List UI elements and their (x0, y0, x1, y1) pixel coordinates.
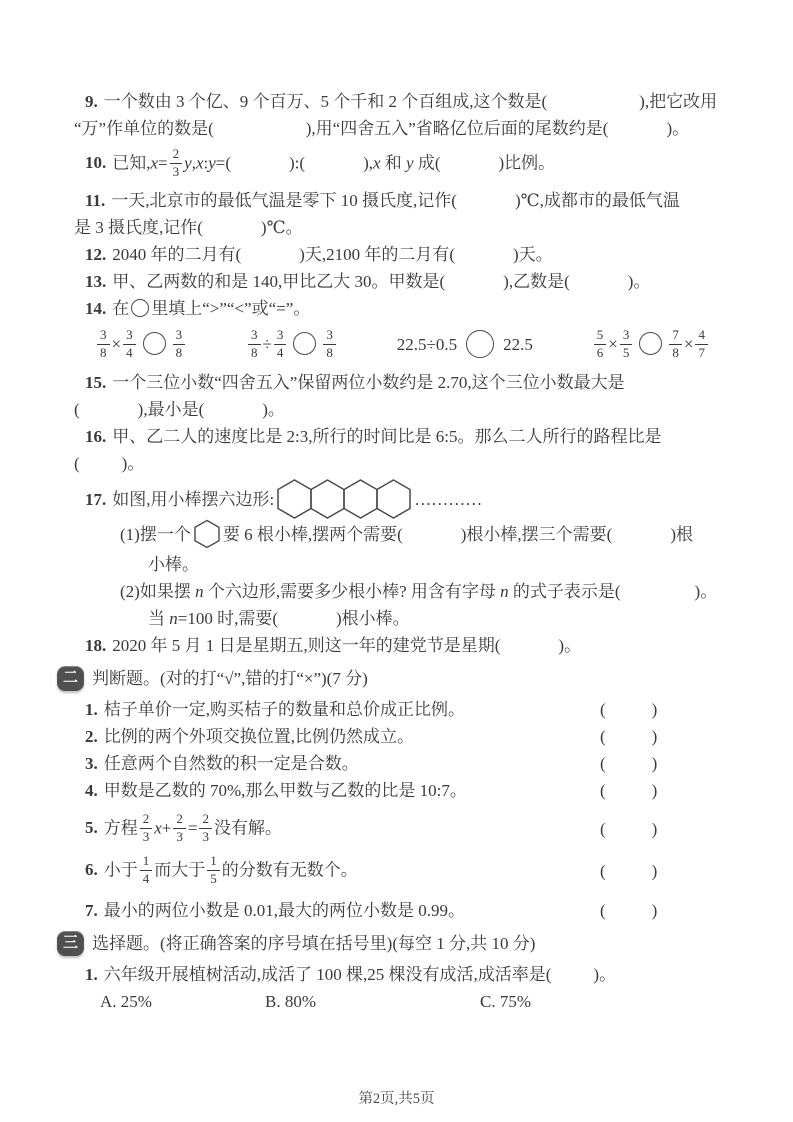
question-16 (85, 423, 738, 450)
variable-n: n (500, 581, 509, 601)
section-3-badge-icon: 三 (57, 931, 84, 956)
judge-item-3 (85, 750, 738, 777)
question-17 (85, 481, 738, 521)
item-text: 比例的两个外项交换位置,比例仍然成立。 (103, 726, 414, 746)
question-text: )。 (694, 581, 718, 601)
answer-blank (80, 414, 138, 415)
decimal-value: 22.5 (503, 334, 533, 354)
question-10 (85, 148, 738, 181)
question-text: 小棒。 (148, 554, 199, 574)
question-text: 摆一个 (139, 524, 191, 544)
question-text: , (191, 153, 196, 173)
fraction: $\frac{1}{4}$ (140, 854, 153, 887)
paren-close: ) (651, 861, 658, 881)
question-text: 当 (148, 608, 170, 628)
question-text: ),用“四舍五入”省略亿位后面的尾数约是( (305, 119, 609, 138)
question-text: ), (363, 153, 373, 173)
answer-blank (570, 286, 628, 287)
expression-3 (397, 331, 533, 360)
question-text: 成( (413, 153, 441, 173)
question-text: )。 (121, 453, 145, 473)
question-text: )根 (670, 524, 693, 544)
item-text: 任意两个自然数的积一定是合数。 (103, 753, 359, 773)
operator: ÷ (262, 334, 272, 354)
question-9-line2 (74, 115, 738, 142)
paren-close: ) (651, 780, 658, 800)
question-number: 11. (85, 190, 106, 210)
ellipsis-dots: ………… (414, 489, 483, 509)
question-15-line2 (74, 396, 738, 423)
sub-number: (1) (120, 524, 140, 544)
choice-question-1 (85, 961, 738, 988)
judge-parens (600, 897, 657, 924)
section-2-header (57, 665, 738, 692)
answer-blank (241, 259, 299, 260)
fraction: $\frac{1}{5}$ (207, 854, 220, 887)
question-text: )。 (262, 399, 285, 419)
question-text: 2020 年 5 月 1 日是星期五,则这一年的建党节是星期( (112, 635, 501, 655)
paren-close: ) (651, 699, 658, 719)
question-text: 里填上“>”“<”或“=”。 (151, 298, 311, 318)
paren-close: ) (651, 819, 658, 839)
question-number: 12. (85, 244, 107, 264)
question-text: 甲、乙二人的速度比是 2:3,所行的时间比是 6:5。那么二人所行的路程比是 (112, 426, 662, 446)
question-12 (85, 241, 738, 268)
decimal-expression: 22.5÷0.5 (396, 334, 458, 354)
question-17-sub2-line2 (148, 605, 738, 632)
answer-blank (214, 133, 306, 134)
operator: × (608, 334, 618, 354)
item-text: 小于 (103, 860, 138, 880)
comparison-expressions (95, 326, 738, 362)
answer-blank (608, 133, 666, 134)
paren-close: ) (651, 900, 658, 920)
choice-options (100, 988, 738, 1015)
question-14 (85, 295, 738, 322)
answer-blank (80, 468, 122, 469)
operator: + (161, 818, 172, 838)
fraction: $\frac{3}{8}$ (248, 328, 261, 361)
variable-y: y (406, 153, 414, 173)
variable-n: n (195, 581, 204, 601)
question-number: 9. (85, 92, 98, 111)
question-text: )。 (593, 964, 617, 984)
section-3-header (57, 930, 738, 957)
item-number: 2. (85, 726, 98, 746)
question-text: ),乙数是( (503, 271, 570, 291)
section-3-title: 选择题。(将正确答案的序号填在括号里)(每空 1 分,共 10 分) (92, 933, 536, 953)
question-text: 2040 年的二月有( (112, 244, 242, 264)
sub-number: (2) (120, 581, 140, 601)
item-number: 5. (85, 818, 98, 838)
item-text: 方程 (103, 818, 138, 838)
choice-option-b: B. 80% (265, 991, 316, 1011)
question-text: 一个三位小数“四舍五入”保留两位小数约是 2.70,这个三位小数最大是 (112, 372, 625, 392)
answer-blank (305, 167, 363, 168)
question-text: 已知, (112, 153, 151, 173)
fraction: $\frac{3}{8}$ (97, 328, 110, 361)
hexagon-chain-figure (277, 479, 411, 519)
question-text: =( (215, 153, 232, 173)
comparison-circle (293, 332, 316, 355)
judge-item-7 (85, 897, 738, 924)
question-11 (85, 187, 738, 214)
question-11-line2 (74, 214, 738, 241)
paren-open: ( (600, 900, 606, 920)
answer-blank (455, 259, 513, 260)
question-text: 如果摆 (139, 581, 196, 601)
item-text: 甲数是乙数的 70%,那么甲数与乙数的比是 10:7。 (103, 780, 467, 800)
hexagon-icon (194, 519, 220, 549)
operator: × (683, 334, 694, 354)
answer-blank (621, 596, 695, 597)
paren-open: ( (600, 861, 606, 881)
fraction: $\frac{3}{8}$ (173, 328, 186, 361)
paren-open: ( (600, 819, 606, 839)
question-text: )。 (627, 271, 651, 291)
item-text: 没有解。 (213, 818, 282, 838)
judge-item-4 (85, 777, 738, 804)
answer-blank (551, 979, 593, 980)
question-text: 要 6 根小棒,摆两个需要( (222, 524, 403, 544)
question-17-sub1 (120, 521, 738, 551)
question-13 (85, 268, 738, 295)
question-text: “万”作单位的数是( (74, 119, 214, 138)
paren-close: ) (651, 753, 658, 773)
item-text: 而大于 (154, 860, 206, 880)
answer-blank (500, 650, 558, 651)
page-footer: 第2页,共5页 (358, 1091, 435, 1107)
question-number: 17. (85, 489, 107, 509)
question-text: ),把它改用 (639, 92, 718, 111)
variable-x: x (154, 818, 162, 838)
question-text: )天。 (513, 244, 553, 264)
item-number: 3. (85, 753, 98, 773)
question-number: 16. (85, 426, 107, 446)
answer-blank (457, 205, 515, 206)
section-2-badge-icon: 二 (57, 666, 84, 691)
question-text: 是 3 摄氏度,记作( (74, 217, 203, 237)
question-text: )比例。 (498, 153, 556, 173)
answer-blank (204, 414, 262, 415)
question-text: 甲、乙两数的和是 140,甲比乙大 30。甲数是( (112, 271, 446, 291)
paren-open: ( (600, 726, 606, 746)
question-16-line2 (74, 450, 738, 477)
operator: × (111, 334, 122, 354)
judge-parens (600, 696, 657, 723)
fraction: $\frac{3}{8}$ (323, 328, 336, 361)
question-number: 14. (85, 298, 107, 318)
judge-parens (600, 858, 657, 885)
choice-option-c: C. 75% (480, 991, 531, 1011)
question-number: 10. (85, 153, 107, 173)
item-text: 的分数有无数个。 (221, 860, 358, 880)
question-text: )根小棒,摆三个需要( (460, 524, 613, 544)
question-number: 1. (85, 964, 98, 984)
answer-blank (403, 539, 461, 540)
question-text: 一天,北京市的最低气温是零下 10 摄氏度,记作( (111, 190, 457, 210)
question-text: ):( (289, 153, 306, 173)
comparison-circle (639, 332, 662, 355)
choice-option-a: A. 25% (100, 991, 152, 1011)
question-15 (85, 369, 738, 396)
fraction: $\frac{7}{8}$ (669, 328, 682, 361)
question-text: )。 (666, 119, 690, 138)
judge-item-2 (85, 723, 738, 750)
question-text: 一个数由 3 个亿、9 个百万、5 个千和 2 个百组成,这个数是( (103, 92, 548, 111)
fraction: $\frac{5}{6}$ (594, 328, 607, 361)
expression-1 (95, 326, 187, 362)
item-text: 桔子单价一定,购买桔子的数量和总价成正比例。 (103, 699, 465, 719)
variable-y: y (208, 153, 216, 173)
fill-circle-icon (131, 299, 149, 317)
question-text: 的式子表示是( (508, 581, 621, 601)
question-text: )。 (558, 635, 582, 655)
judge-parens (600, 816, 657, 843)
fraction: $\frac{2}{3}$ (170, 147, 183, 180)
answer-blank (278, 623, 336, 624)
variable-x: x (372, 153, 381, 173)
item-number: 6. (85, 860, 98, 880)
paren-open: ( (600, 780, 606, 800)
item-number: 1. (85, 699, 98, 719)
question-text: ( (74, 453, 80, 473)
question-text: )天,2100 年的二月有( (299, 244, 455, 264)
question-text: )℃。 (260, 217, 303, 237)
judge-parens (600, 750, 657, 777)
question-18 (85, 632, 738, 659)
question-text: ),最小是( (137, 399, 205, 419)
fraction: $\frac{2}{3}$ (140, 812, 153, 845)
question-number: 13. (85, 271, 107, 291)
fraction: $\frac{3}{5}$ (620, 328, 633, 361)
question-17-sub1-line2 (148, 551, 738, 578)
question-text: ( (74, 399, 80, 419)
question-text: )℃,成都市的最低气温 (514, 190, 680, 210)
item-number: 4. (85, 780, 98, 800)
item-number: 7. (85, 900, 98, 920)
comparison-circle (143, 332, 166, 355)
question-text: )根小棒。 (336, 608, 410, 628)
item-text: 最小的两位小数是 0.01,最大的两位小数是 0.99。 (103, 900, 465, 920)
variable-n: n (169, 608, 178, 628)
judge-item-1 (85, 696, 738, 723)
variable-y: y (184, 153, 192, 173)
operator: = (187, 818, 198, 838)
answer-blank (441, 167, 499, 168)
paren-open: ( (600, 753, 606, 773)
judge-parens (600, 777, 657, 804)
question-text: = (158, 153, 168, 173)
question-text: 和 (380, 153, 407, 173)
question-text: 个六边形,需要多少根小棒? 用含有字母 (203, 581, 501, 601)
question-9 (85, 88, 738, 115)
question-text: 六年级开展植树活动,成活了 100 棵,25 棵没有成活,成活率是( (103, 964, 552, 984)
fraction: $\frac{3}{4}$ (123, 328, 136, 361)
variable-x: x (150, 153, 159, 173)
answer-blank (612, 539, 670, 540)
paren-open: ( (600, 699, 606, 719)
section-2-title: 判断题。(对的打“√”,错的打“×”)(7 分) (92, 668, 368, 688)
answer-blank (547, 106, 639, 107)
judge-parens (600, 723, 657, 750)
answer-blank (231, 167, 289, 168)
question-text: 如图,用小棒摆六边形: (112, 489, 275, 509)
variable-x: x (195, 153, 204, 173)
question-text: : (203, 153, 209, 173)
question-text: 在 (112, 298, 130, 318)
fraction: $\frac{4}{7}$ (695, 328, 708, 361)
question-text: =100 时,需要( (177, 608, 278, 628)
expression-2 (246, 326, 338, 362)
expression-4 (592, 326, 710, 362)
fraction: $\frac{2}{3}$ (173, 812, 186, 845)
question-number: 18. (85, 635, 107, 655)
question-number: 15. (85, 372, 107, 392)
fraction: $\frac{2}{3}$ (199, 812, 212, 845)
answer-blank (203, 232, 261, 233)
question-17-sub2 (120, 578, 738, 605)
judge-item-5 (85, 810, 738, 846)
judge-item-6 (85, 852, 738, 888)
fraction: $\frac{3}{4}$ (274, 328, 287, 361)
comparison-circle (466, 330, 494, 358)
paren-close: ) (651, 726, 658, 746)
answer-blank (445, 286, 503, 287)
